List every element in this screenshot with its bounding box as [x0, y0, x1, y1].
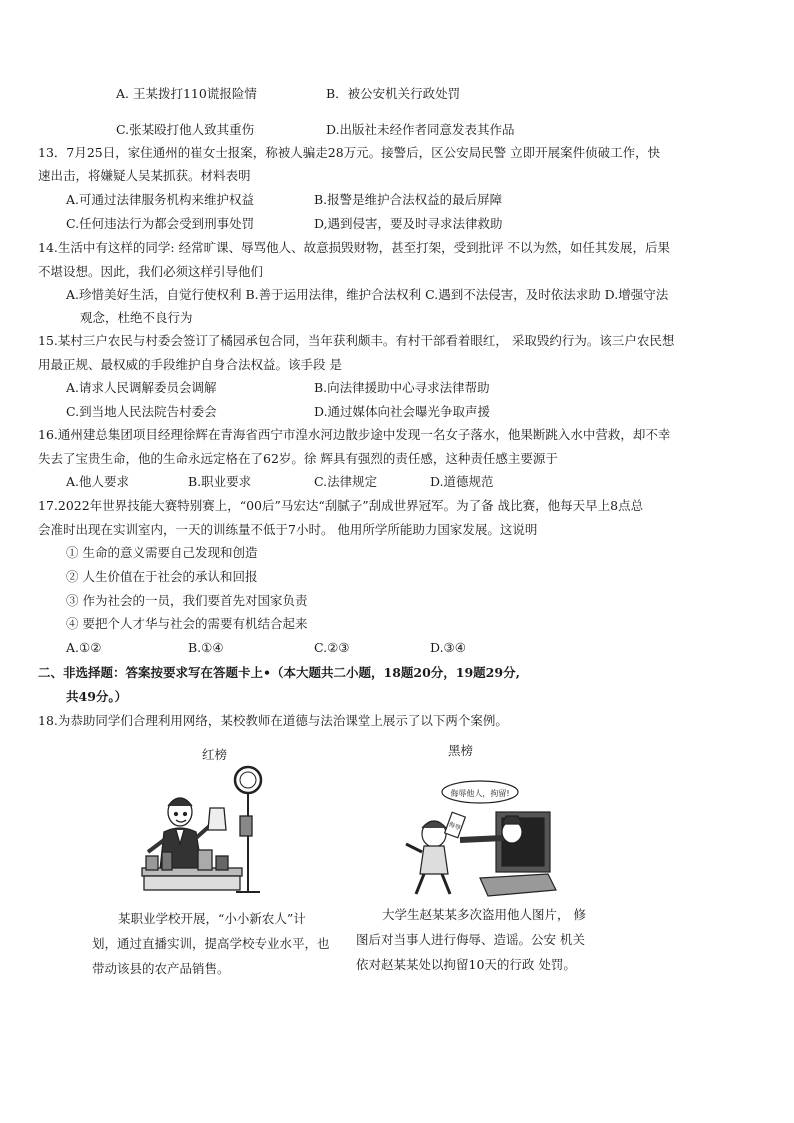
- q18-stem: 18.为恭助同学们合理利用网络，某校教师在道德与法治课堂上展示了以下两个案例。: [38, 713, 508, 728]
- q14-stem-line1: 14.生活中有这样的同学: 经常旷课、辱骂他人、故意损毁财物，甚至打架，受到批评 不以为然，如任其发展，后果: [38, 240, 671, 255]
- q13-stem-line2: 速出击，将嫌疑人吴某抓获。材料表明: [38, 168, 251, 183]
- q16-option-d: D.道德规范: [430, 474, 494, 489]
- q16-option-b: B.职业要求: [188, 474, 252, 489]
- bubble-text: 侮辱他人，拘留!: [450, 789, 510, 798]
- black-caption-line1: 大学生赵某某多次盗用他人图片， 修: [382, 907, 586, 922]
- cyber-insult-arrest-illustration: [400, 778, 562, 898]
- black-caption-line2: 图后对当事人进行侮辱、造谣。公安 机关: [356, 932, 585, 947]
- q14-options: A.珍惜美好生活，自觉行使权利 B.善于运用法律，维护合法权利 C.遇到不法侵害，及时依法求助 D.增强守法: [66, 287, 669, 302]
- q15-stem-line2: 用最正规、最权威的手段维护自身合法权益。该手段 是: [38, 357, 342, 372]
- q15-option-b: B.向法律援助中心寻求法律帮助: [314, 380, 490, 395]
- q16-option-a: A.他人要求: [66, 474, 130, 489]
- red-list-title: 红榜: [202, 747, 228, 762]
- q15-option-d: D.通过媒体向社会曝光争取声援: [314, 404, 491, 419]
- section2-heading: 二、非选择题：答案按要求写在答题卡上•（本大题共二小题，18题20分，19题29分,: [38, 665, 520, 680]
- sign-text: 侮辱: [447, 821, 462, 832]
- q15-option-a: A.请求人民调解委员会调解: [66, 380, 217, 395]
- q17-option-c: C.②③: [314, 640, 350, 655]
- q17-option-d: D.③④: [430, 640, 466, 655]
- q14-stem-line2: 不堪设想。因此，我们必须这样引导他们: [38, 264, 264, 279]
- q17-option-b: B.①④: [188, 640, 224, 655]
- q13-stem-line1: 13．7月25日，家住通州的崔女士报案，称被人骗走28万元。接警后，区公安局民警 立即开展案件侦破工作，快: [38, 145, 661, 160]
- q12-option-a: A. 王某拨打110谎报险情: [116, 86, 257, 101]
- q16-stem-line1: 16.通州建总集团项目经理徐辉在青海省西宁市湟水河边散步途中发现一名女子落水，他果断跳入水中营救，却不幸: [38, 427, 671, 442]
- q17-statement-2: ② 人生价值在于社会的承认和回报: [66, 569, 258, 584]
- red-caption-line1: 某职业学校开展，“小小新农人”计: [118, 911, 306, 926]
- q16-stem-line2: 失去了宝贵生命，他的生命永远定格在了62岁。徐 辉具有强烈的责任感，这种责任感主要源于: [38, 451, 558, 466]
- q15-option-c: C.到当地人民法院告村委会: [66, 404, 217, 419]
- q12-option-d: D.出版社未经作者同意发表其作品: [326, 122, 515, 137]
- q12-option-b: B．被公安机关行政处罚: [326, 86, 461, 101]
- q13-option-b: B.报警是维护合法权益的最后屏障: [314, 192, 503, 207]
- q17-stem-line2: 会准时出现在实训室内，一天的训练量不低于7小时。 他用所学所能助力国家发展。这说明: [38, 522, 538, 537]
- black-list-title: 黑榜: [448, 743, 474, 758]
- q13-option-a: A.可通过法律服务机构来维护权益: [66, 192, 255, 207]
- q17-statement-4: ④ 要把个人才华与社会的需要有机结合起来: [66, 616, 308, 631]
- q14-options-cont: 观念，杜绝不良行为: [80, 310, 193, 325]
- q17-stem-line1: 17.2022年世界技能大赛特别赛上，“00后”马宏达“刮腻子”刮成世界冠军。为了备 战比赛，他每天早上8点总: [38, 498, 644, 513]
- q15-stem-line1: 15.某村三户农民与村委会签订了橘园承包合同，当年获利颇丰。有村干部看着眼红， 采取毁约行为。该三户农民想: [38, 333, 675, 348]
- red-caption-line3: 带动该县的农产品销售。: [92, 961, 230, 976]
- section2-heading-cont: 共49分。）: [66, 689, 128, 704]
- q17-statement-3: ③ 作为社会的一员，我们要首先对国家负责: [66, 593, 308, 608]
- q12-option-c: C.张某殴打他人致其重伤: [116, 122, 255, 137]
- q16-option-c: C.法律规定: [314, 474, 378, 489]
- q17-statement-1: ① 生命的意义需要自己发现和创造: [66, 545, 258, 560]
- black-caption-line3: 依对赵某某处以拘留10天的行政 处罚。: [356, 957, 576, 972]
- q13-option-c: C.任何违法行为都会受到刑事处罚: [66, 216, 255, 231]
- q17-option-a: A.①②: [66, 640, 102, 655]
- livestream-illustration: [136, 760, 278, 900]
- q13-option-d: D,遇到侵害，要及时寻求法律救助: [314, 216, 503, 231]
- red-caption-line2: 划，通过直播实训，提高学校专业水平，也: [92, 936, 330, 951]
